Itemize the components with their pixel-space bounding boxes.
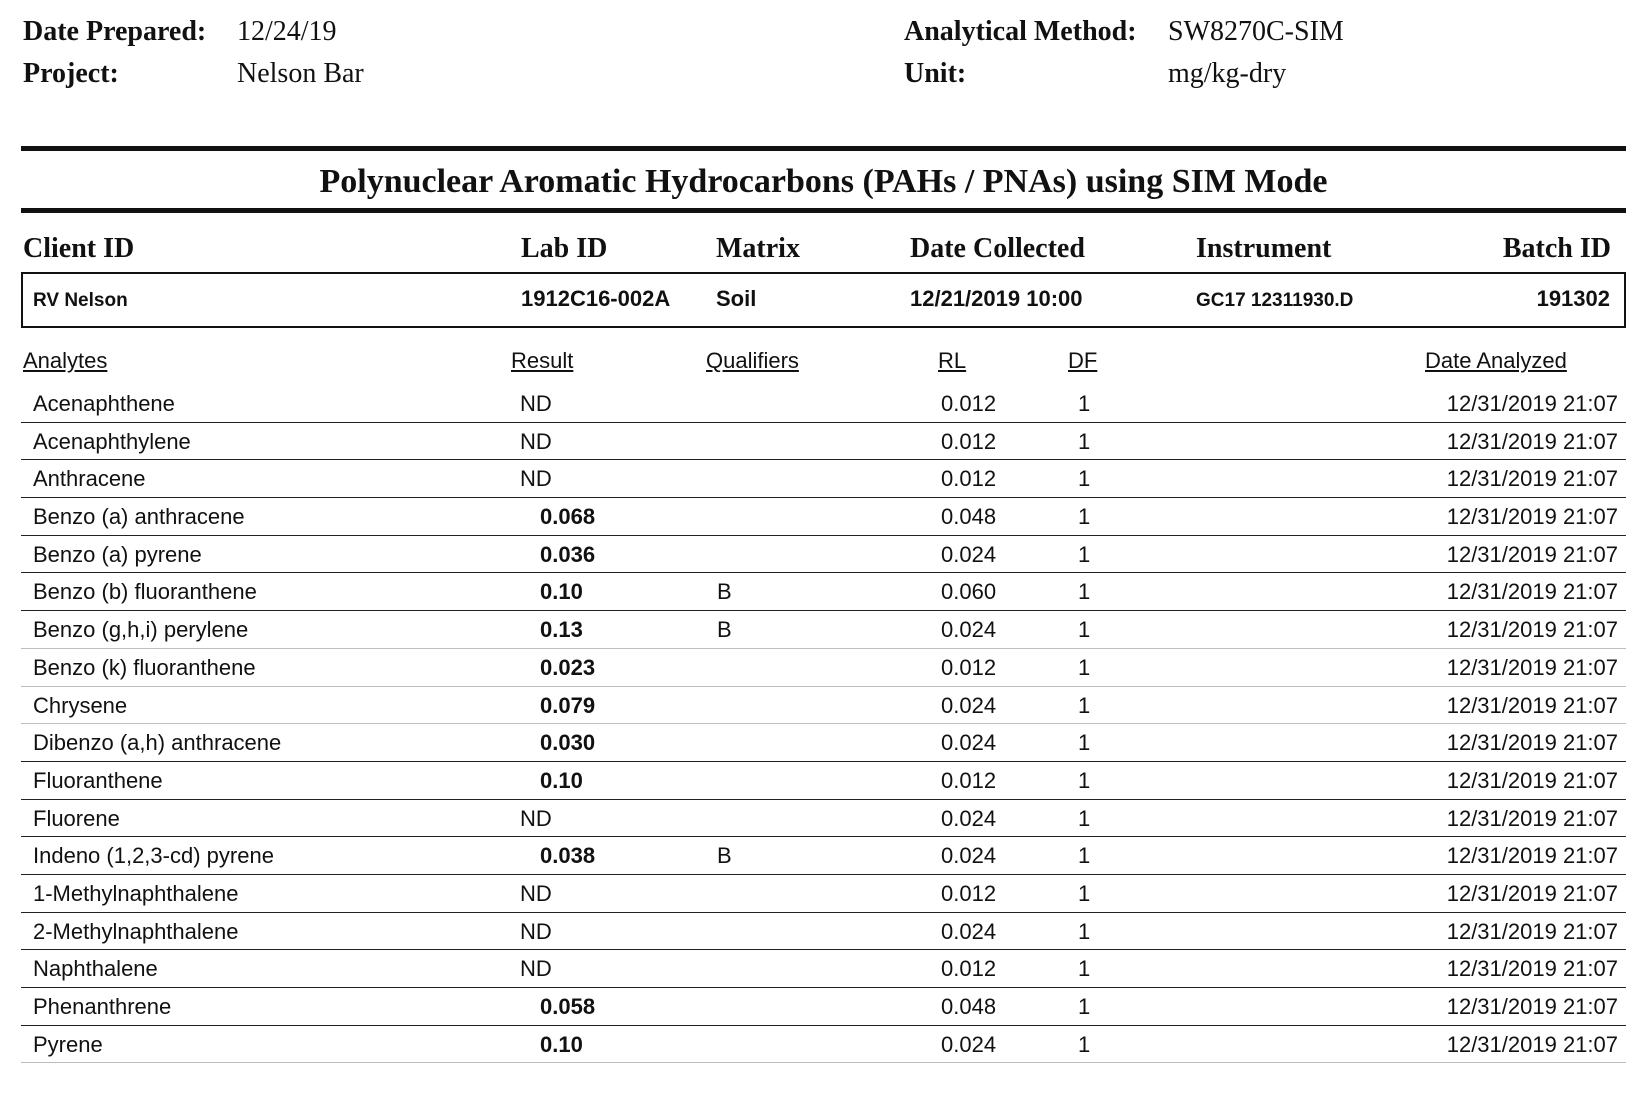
- date-analyzed-value: 12/31/2019 21:07: [1446, 654, 1618, 680]
- df-value: 1: [1078, 541, 1091, 567]
- analyte-name: Dibenzo (a,h) anthracene: [33, 730, 282, 756]
- df-value: 1: [1078, 1031, 1091, 1057]
- date-analyzed-value: 12/31/2019 21:07: [1446, 428, 1618, 454]
- rl-value: 0.012: [941, 391, 997, 416]
- df-value: 1: [1078, 579, 1091, 605]
- table-row: [21, 460, 1626, 498]
- analyte-name: Anthracene: [33, 466, 146, 492]
- rl-value: 0.012: [941, 767, 997, 793]
- date-analyzed-column-header: Date Analyzed: [1425, 348, 1567, 373]
- rl-value: 0.060: [941, 579, 997, 605]
- df-column-header: DF: [1068, 348, 1098, 373]
- result-value: ND: [520, 918, 552, 944]
- rl-value: 0.024: [941, 843, 997, 869]
- batch-id-header: Batch ID: [1502, 233, 1611, 264]
- date-analyzed-value: 12/31/2019 21:07: [1446, 730, 1618, 756]
- date-analyzed-value: 12/31/2019 21:07: [1446, 918, 1618, 944]
- date-prepared-value: 12/24/19: [237, 16, 337, 47]
- rl-value: 0.024: [941, 692, 997, 718]
- analyte-name: Benzo (b) fluoranthene: [33, 579, 257, 605]
- result-value: 0.036: [540, 541, 596, 567]
- df-value: 1: [1078, 956, 1091, 982]
- table-row: [21, 950, 1626, 988]
- rl-column-header: RL: [938, 348, 967, 373]
- lab-id-value: 1912C16-002A: [521, 286, 671, 311]
- rl-value: 0.024: [941, 918, 997, 944]
- table-row: [21, 913, 1626, 951]
- rl-value: 0.024: [941, 617, 997, 643]
- result-value: 0.068: [540, 504, 596, 530]
- result-value: 0.079: [540, 692, 596, 718]
- date-analyzed-value: 12/31/2019 21:07: [1446, 391, 1618, 416]
- client-id-value: RV Nelson: [33, 290, 128, 311]
- table-row: [21, 611, 1626, 649]
- rl-value: 0.012: [941, 956, 997, 982]
- instrument-value: GC17 12311930.D: [1196, 290, 1354, 311]
- result-value: ND: [520, 428, 552, 454]
- analyte-name: Acenaphthylene: [33, 428, 191, 454]
- table-row: [21, 724, 1626, 762]
- analyte-name: Pyrene: [33, 1031, 103, 1057]
- date-collected-value: 12/21/2019 10:00: [910, 286, 1083, 311]
- result-value: ND: [520, 880, 552, 906]
- qualifier-value: B: [717, 843, 732, 869]
- rl-value: 0.024: [941, 1031, 997, 1057]
- result-value: 0.10: [540, 579, 583, 605]
- date-analyzed-value: 12/31/2019 21:07: [1446, 692, 1618, 718]
- rl-value: 0.024: [941, 805, 997, 831]
- analyte-name: 1-Methylnaphthalene: [33, 880, 239, 906]
- table-row: [21, 573, 1626, 611]
- result-value: 0.023: [540, 654, 596, 680]
- date-analyzed-value: 12/31/2019 21:07: [1446, 843, 1618, 869]
- rl-value: 0.024: [941, 730, 997, 756]
- table-row: [21, 423, 1626, 461]
- instrument-header: Instrument: [1196, 233, 1332, 264]
- df-value: 1: [1078, 504, 1091, 530]
- date-analyzed-value: 12/31/2019 21:07: [1446, 617, 1618, 643]
- table-row: [21, 837, 1626, 875]
- table-row: [21, 800, 1626, 838]
- result-value: ND: [520, 956, 552, 982]
- rl-value: 0.012: [941, 428, 997, 454]
- df-value: 1: [1078, 767, 1091, 793]
- title-rule-bottom: [21, 208, 1626, 213]
- table-row: [21, 1026, 1626, 1064]
- rl-value: 0.048: [941, 994, 997, 1019]
- df-value: 1: [1078, 654, 1091, 680]
- rl-value: 0.012: [941, 654, 997, 680]
- df-value: 1: [1078, 994, 1091, 1019]
- df-value: 1: [1078, 730, 1091, 756]
- result-value: 0.10: [540, 1031, 583, 1057]
- analyte-name: 2-Methylnaphthalene: [33, 918, 239, 944]
- df-value: 1: [1078, 692, 1091, 718]
- qualifier-value: B: [717, 617, 732, 643]
- df-value: 1: [1078, 466, 1091, 492]
- df-value: 1: [1078, 428, 1091, 454]
- qualifier-value: B: [717, 579, 732, 605]
- result-value: 0.13: [540, 617, 583, 643]
- result-value: 0.058: [540, 994, 596, 1019]
- analytical-method-label: Analytical Method:: [904, 16, 1137, 47]
- lab-id-header: Lab ID: [521, 233, 608, 264]
- result-value: ND: [520, 805, 552, 831]
- unit-value: mg/kg-dry: [1168, 58, 1287, 89]
- result-value: 0.030: [540, 730, 596, 756]
- project-value: Nelson Bar: [237, 58, 364, 89]
- result-column-header: Result: [511, 348, 574, 373]
- analyte-name: Fluorene: [33, 805, 120, 831]
- date-analyzed-value: 12/31/2019 21:07: [1446, 504, 1618, 530]
- table-row: [21, 385, 1626, 423]
- rl-value: 0.048: [941, 504, 997, 530]
- result-value: 0.10: [540, 767, 583, 793]
- qualifiers-column-header: Qualifiers: [706, 348, 799, 373]
- analyte-name: Acenaphthene: [33, 391, 175, 416]
- table-row: [21, 649, 1626, 687]
- matrix-header: Matrix: [716, 233, 800, 264]
- rl-value: 0.024: [941, 541, 997, 567]
- df-value: 1: [1078, 617, 1091, 643]
- table-row: [21, 536, 1626, 574]
- analyte-name: Benzo (a) anthracene: [33, 504, 245, 530]
- df-value: 1: [1078, 391, 1091, 416]
- analyte-name: Indeno (1,2,3-cd) pyrene: [33, 843, 274, 869]
- table-row: [21, 498, 1626, 536]
- analyte-name: Phenanthrene: [33, 994, 172, 1019]
- result-value: ND: [520, 466, 552, 492]
- project-label: Project:: [23, 58, 119, 89]
- date-analyzed-value: 12/31/2019 21:07: [1446, 541, 1618, 567]
- df-value: 1: [1078, 805, 1091, 831]
- rl-value: 0.012: [941, 466, 997, 492]
- analytes-column-header: Analytes: [23, 348, 108, 373]
- date-analyzed-value: 12/31/2019 21:07: [1446, 579, 1618, 605]
- analyte-name: Chrysene: [33, 692, 128, 718]
- result-value: 0.038: [540, 843, 596, 869]
- analyte-name: Benzo (g,h,i) perylene: [33, 617, 249, 643]
- matrix-value: Soil: [716, 286, 757, 311]
- table-row: [21, 875, 1626, 913]
- results-table: [21, 385, 1626, 1063]
- table-row: [21, 762, 1626, 800]
- date-analyzed-value: 12/31/2019 21:07: [1446, 805, 1618, 831]
- report-title: Polynuclear Aromatic Hydrocarbons (PAHs / PNAs) using SIM Mode: [319, 163, 1328, 200]
- table-row: [21, 687, 1626, 725]
- analytical-method-value: SW8270C-SIM: [1168, 16, 1344, 47]
- analyte-name: Fluoranthene: [33, 767, 163, 793]
- date-analyzed-value: 12/31/2019 21:07: [1446, 466, 1618, 492]
- df-value: 1: [1078, 880, 1091, 906]
- date-analyzed-value: 12/31/2019 21:07: [1446, 956, 1618, 982]
- analyte-name: Benzo (k) fluoranthene: [33, 654, 256, 680]
- date-analyzed-value: 12/31/2019 21:07: [1446, 880, 1618, 906]
- analyte-name: Benzo (a) pyrene: [33, 541, 202, 567]
- batch-id-value: 191302: [1536, 286, 1610, 311]
- sample-info-box: [21, 272, 1626, 328]
- unit-label: Unit:: [904, 58, 967, 89]
- client-id-header: Client ID: [23, 233, 135, 264]
- date-analyzed-value: 12/31/2019 21:07: [1446, 1031, 1618, 1057]
- date-analyzed-value: 12/31/2019 21:07: [1446, 994, 1618, 1019]
- result-value: ND: [520, 391, 552, 416]
- date-prepared-label: Date Prepared:: [23, 16, 207, 47]
- df-value: 1: [1078, 918, 1091, 944]
- table-row: [21, 988, 1626, 1026]
- analyte-name: Naphthalene: [33, 956, 158, 982]
- date-analyzed-value: 12/31/2019 21:07: [1446, 767, 1618, 793]
- df-value: 1: [1078, 843, 1091, 869]
- date-collected-header: Date Collected: [910, 233, 1085, 264]
- title-rule-top: [21, 146, 1626, 151]
- rl-value: 0.012: [941, 880, 997, 906]
